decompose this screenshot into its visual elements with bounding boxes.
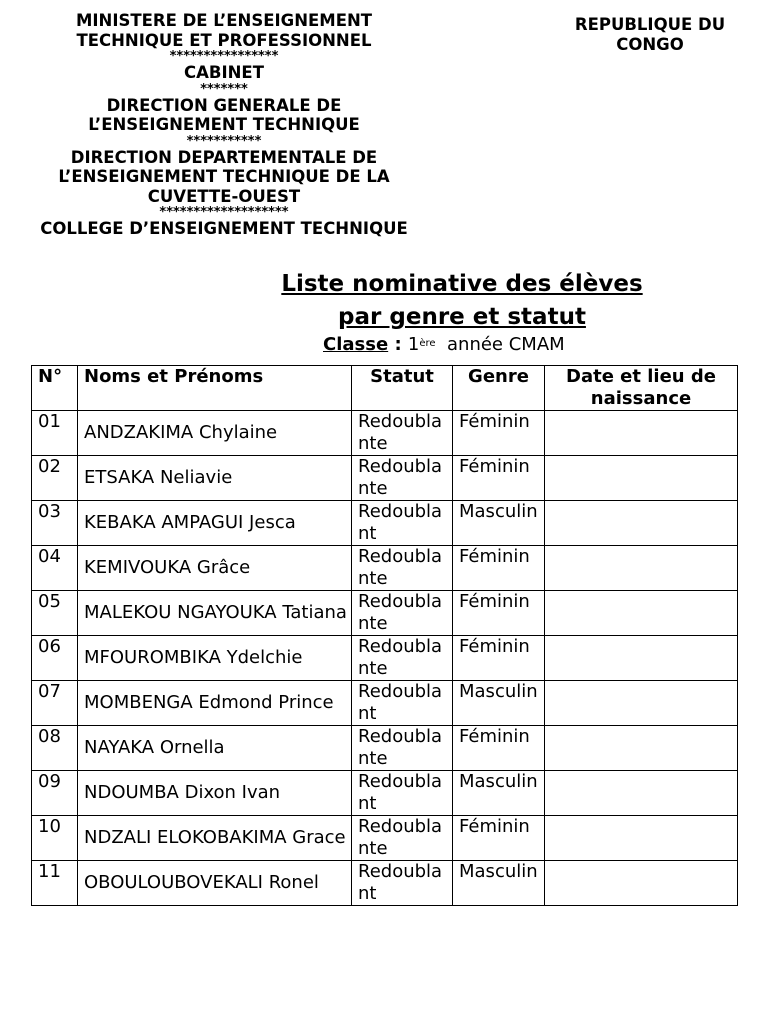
student-statut: Redoublante bbox=[352, 816, 453, 861]
student-genre: Féminin bbox=[453, 411, 545, 456]
republic-header bbox=[560, 15, 740, 59]
header-statut: Statut bbox=[352, 366, 453, 411]
ministry-header bbox=[10, 11, 438, 258]
student-statut: Redoublante bbox=[352, 411, 453, 456]
student-statut: Redoublante bbox=[352, 591, 453, 636]
direction-departementale-line-1: DIRECTION DEPARTEMENTALE DE bbox=[70, 147, 378, 167]
student-name: KEBAKA AMPAGUI Jesca bbox=[78, 501, 352, 546]
table-row bbox=[32, 636, 738, 681]
row-number: 04 bbox=[32, 546, 78, 591]
separator-stars-3: *********** bbox=[186, 133, 262, 149]
republic-line-1: REPUBLIQUE DU bbox=[574, 15, 726, 34]
separator-stars-1: **************** bbox=[169, 49, 279, 64]
direction-generale-line-2: L’ENSEIGNEMENT TECHNIQUE bbox=[88, 115, 360, 134]
direction-departementale-line-3: CUVETTE-OUEST bbox=[147, 186, 301, 206]
student-genre: Féminin bbox=[453, 636, 545, 681]
row-number: 03 bbox=[32, 501, 78, 546]
student-genre: Masculin bbox=[453, 861, 545, 906]
student-statut: Redoublant bbox=[352, 771, 453, 816]
classe-line bbox=[323, 334, 565, 356]
student-name: MOMBENGA Edmond Prince bbox=[78, 681, 352, 726]
student-name: NAYAKA Ornella bbox=[78, 726, 352, 771]
table-row bbox=[32, 861, 738, 906]
classe-number: 1 bbox=[407, 334, 420, 355]
ministry-line-2: TECHNIQUE ET PROFESSIONNEL bbox=[76, 30, 372, 50]
student-name: NDZALI ELOKOBAKIMA Grace bbox=[78, 816, 352, 861]
table-row bbox=[32, 411, 738, 456]
student-statut: Redoublant bbox=[352, 681, 453, 726]
table-row bbox=[32, 591, 738, 636]
table-row bbox=[32, 546, 738, 591]
student-statut: Redoublante bbox=[352, 636, 453, 681]
classe-label: Classe bbox=[323, 334, 389, 355]
direction-generale-line-1: DIRECTION GENERALE DE bbox=[106, 95, 342, 115]
student-name: ANDZAKIMA Chylaine bbox=[78, 411, 352, 456]
student-date-lieu bbox=[545, 411, 738, 456]
table-row bbox=[32, 771, 738, 816]
student-table bbox=[31, 365, 738, 906]
student-genre: Féminin bbox=[453, 591, 545, 636]
document-title bbox=[250, 268, 674, 334]
student-genre: Féminin bbox=[453, 456, 545, 501]
row-number: 02 bbox=[32, 456, 78, 501]
table-row bbox=[32, 726, 738, 771]
table-body bbox=[32, 411, 738, 906]
table-row bbox=[32, 456, 738, 501]
row-number: 10 bbox=[32, 816, 78, 861]
student-statut: Redoublant bbox=[352, 861, 453, 906]
student-genre: Masculin bbox=[453, 681, 545, 726]
row-number: 08 bbox=[32, 726, 78, 771]
student-genre: Masculin bbox=[453, 501, 545, 546]
student-name: ETSAKA Neliavie bbox=[78, 456, 352, 501]
cabinet-label: CABINET bbox=[184, 63, 264, 82]
title-line-2: par genre et statut bbox=[338, 304, 586, 330]
ministry-line-1: MINISTERE DE L’ENSEIGNEMENT bbox=[75, 11, 373, 30]
student-date-lieu bbox=[545, 501, 738, 546]
student-date-lieu bbox=[545, 771, 738, 816]
student-statut: Redoublant bbox=[352, 501, 453, 546]
student-name: KEMIVOUKA Grâce bbox=[78, 546, 352, 591]
table-row bbox=[32, 501, 738, 546]
classe-superscript: ère bbox=[419, 338, 436, 349]
student-date-lieu bbox=[545, 456, 738, 501]
header-genre: Genre bbox=[453, 366, 545, 411]
row-number: 05 bbox=[32, 591, 78, 636]
student-date-lieu bbox=[545, 681, 738, 726]
student-statut: Redoublante bbox=[352, 726, 453, 771]
student-date-lieu bbox=[545, 726, 738, 771]
row-number: 09 bbox=[32, 771, 78, 816]
table-row bbox=[32, 681, 738, 726]
title-line-1: Liste nominative des élèves bbox=[281, 271, 643, 297]
row-number: 07 bbox=[32, 681, 78, 726]
classe-name: année CMAM bbox=[435, 334, 565, 355]
college-name: COLLEGE D’ENSEIGNEMENT TECHNIQUE bbox=[40, 219, 408, 238]
header-number: N° bbox=[32, 366, 78, 411]
student-statut: Redoublante bbox=[352, 456, 453, 501]
separator-stars-2: ******* bbox=[200, 81, 248, 97]
classe-colon: : bbox=[388, 334, 408, 355]
student-date-lieu bbox=[545, 861, 738, 906]
row-number: 11 bbox=[32, 861, 78, 906]
header-name: Noms et Prénoms bbox=[78, 366, 352, 411]
student-date-lieu bbox=[545, 816, 738, 861]
row-number: 01 bbox=[32, 411, 78, 456]
direction-departementale-line-2: L’ENSEIGNEMENT TECHNIQUE DE LA bbox=[58, 167, 390, 186]
student-name: NDOUMBA Dixon Ivan bbox=[78, 771, 352, 816]
student-date-lieu bbox=[545, 591, 738, 636]
table-row bbox=[32, 816, 738, 861]
student-name: MALEKOU NGAYOUKA Tatiana bbox=[78, 591, 352, 636]
student-name: OBOULOUBOVEKALI Ronel bbox=[78, 861, 352, 906]
header-date-lieu: Date et lieu de naissance bbox=[545, 366, 738, 411]
separator-stars-4: ******************* bbox=[159, 205, 289, 220]
student-date-lieu bbox=[545, 636, 738, 681]
student-name: MFOUROMBIKA Ydelchie bbox=[78, 636, 352, 681]
student-date-lieu bbox=[545, 546, 738, 591]
student-statut: Redoublante bbox=[352, 546, 453, 591]
republic-line-2: CONGO bbox=[616, 34, 684, 54]
table-header-row bbox=[32, 366, 738, 411]
student-genre: Féminin bbox=[453, 726, 545, 771]
student-genre: Masculin bbox=[453, 771, 545, 816]
student-genre: Féminin bbox=[453, 816, 545, 861]
row-number: 06 bbox=[32, 636, 78, 681]
student-genre: Féminin bbox=[453, 546, 545, 591]
